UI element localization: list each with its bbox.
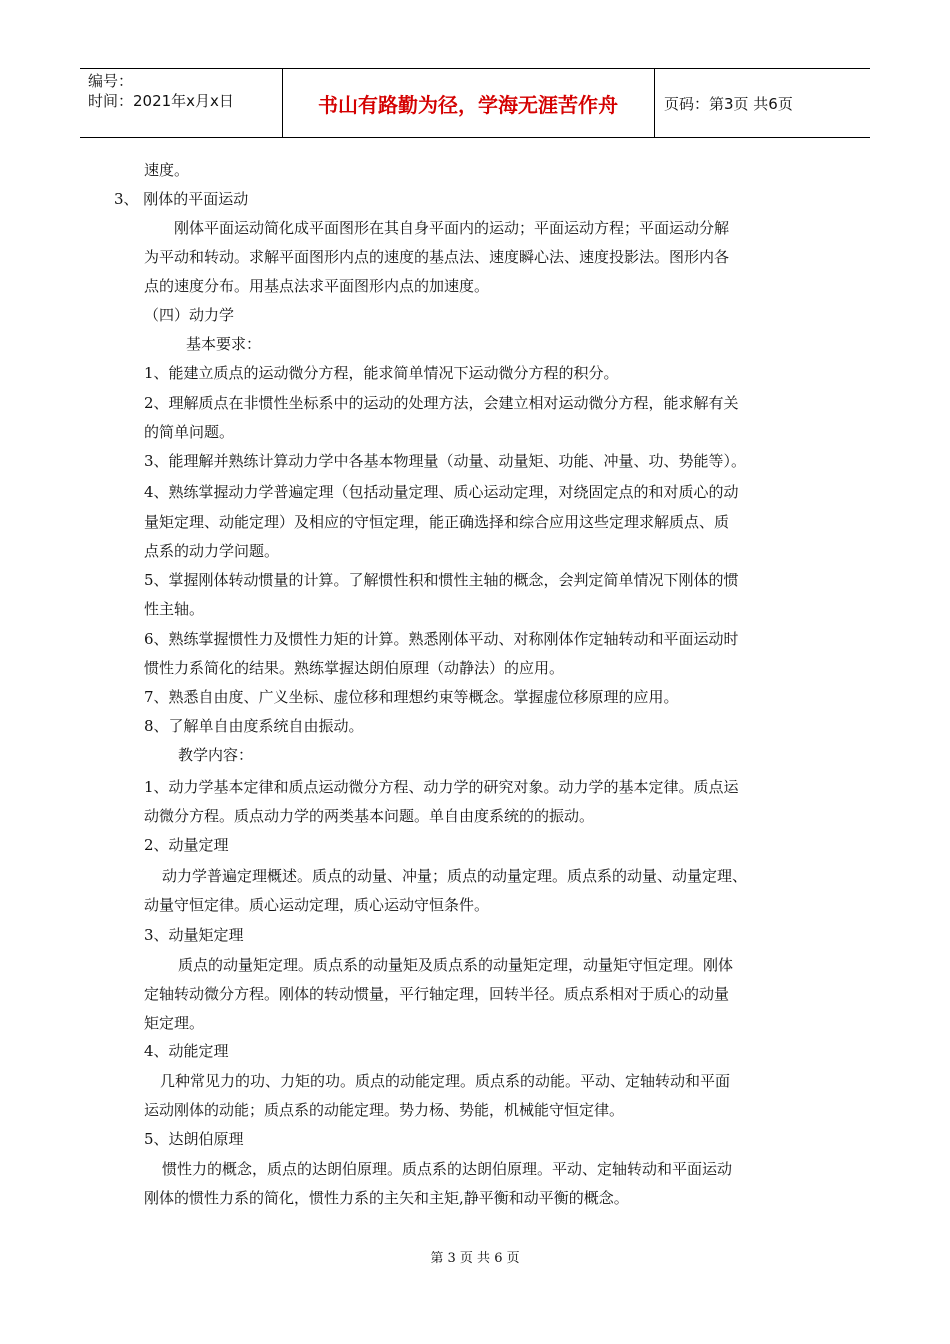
section-heading: 2、动量定理 bbox=[144, 836, 229, 854]
list-item: 1、动力学基本定律和质点运动微分方程、动力学的研究对象。动力学的基本定律。质点运 bbox=[144, 778, 739, 796]
page-header bbox=[80, 68, 870, 138]
list-item: 7、熟悉自由度、广义坐标、虚位移和理想约束等概念。掌握虚位移原理的应用。 bbox=[144, 688, 679, 706]
body-line: 性主轴。 bbox=[144, 600, 205, 618]
body-line: 矩定理。 bbox=[144, 1014, 205, 1032]
list-item: 4、熟练掌握动力学普遍定理（包括动量定理、质心运动定理，对绕固定点的和对质心的动 bbox=[144, 483, 739, 501]
section-heading: 3、 刚体的平面运动 bbox=[114, 190, 249, 208]
section-heading: （四）动力学 bbox=[144, 306, 235, 324]
body-line: 点的速度分布。用基点法求平面图形内点的加速度。 bbox=[144, 277, 490, 295]
body-line: 几种常见力的功、力矩的功。质点的动能定理。质点系的动能。平动、定轴转动和平面 bbox=[160, 1072, 731, 1090]
body-line: 惯性力系简化的结果。熟练掌握达朗伯原理（动静法）的应用。 bbox=[144, 659, 565, 677]
list-item: 1、能建立质点的运动微分方程，能求简单情况下运动微分方程的积分。 bbox=[144, 364, 619, 382]
list-item: 5、掌握刚体转动惯量的计算。了解惯性积和惯性主轴的概念，会判定简单情况下刚体的惯 bbox=[144, 571, 739, 589]
body-line: 惯性力的概念，质点的达朗伯原理。质点系的达朗伯原理。平动、定轴转动和平面运动 bbox=[162, 1160, 733, 1178]
list-item: 8、了解单自由度系统自由振动。 bbox=[144, 717, 364, 735]
body-line: 质点的动量矩定理。质点系的动量矩及质点系的动量矩定理，动量矩守恒定理。刚体 bbox=[178, 956, 734, 974]
list-item: 3、能理解并熟练计算动力学中各基本物理量（动量、动量矩、功能、冲量、功、势能等）。 bbox=[144, 452, 747, 470]
body-line: 刚体平面运动简化成平面图形在其自身平面内的运动；平面运动方程；平面运动分解 bbox=[174, 219, 730, 237]
section-heading: 4、动能定理 bbox=[144, 1042, 229, 1060]
subheading: 基本要求： bbox=[186, 335, 262, 353]
body-line: 的简单问题。 bbox=[144, 423, 235, 441]
subheading: 教学内容： bbox=[178, 746, 254, 764]
body-line: 运动刚体的动能；质点系的动能定理。势力杨、势能，机械能守恒定律。 bbox=[144, 1101, 625, 1119]
document-number-label: 编号： bbox=[88, 72, 134, 90]
list-item: 6、熟练掌握惯性力及惯性力矩的计算。熟悉刚体平动、对称刚体作定轴转动和平面运动时 bbox=[144, 630, 739, 648]
body-line: 为平动和转动。求解平面图形内点的速度的基点法、速度瞬心法、速度投影法。图形内各 bbox=[144, 248, 730, 266]
body-line: 动微分方程。质点动力学的两类基本问题。单自由度系统的的振动。 bbox=[144, 807, 595, 825]
body-line: 速度。 bbox=[144, 161, 190, 179]
body-line: 量矩定理、动能定理）及相应的守恒定理，能正确选择和综合应用这些定理求解质点、质 bbox=[144, 513, 730, 531]
header-page-label: 页码：第3页 共6页 bbox=[664, 94, 793, 113]
section-heading: 3、动量矩定理 bbox=[144, 926, 244, 944]
header-motto: 书山有路勤为径，学海无涯苦作舟 bbox=[318, 92, 618, 117]
body-line: 动量守恒定律。质心运动定理，质心运动守恒条件。 bbox=[144, 896, 490, 914]
page-footer: 第 3 页 共 6 页 bbox=[430, 1251, 520, 1266]
document-time-label: 时间：2021年x月x日 bbox=[88, 92, 234, 110]
body-line: 点系的动力学问题。 bbox=[144, 542, 280, 560]
header-left bbox=[88, 69, 234, 139]
section-heading: 5、达朗伯原理 bbox=[144, 1130, 244, 1148]
body-line: 定轴转动微分方程。刚体的转动惯量，平行轴定理，回转半径。质点系相对于质心的动量 bbox=[144, 985, 730, 1003]
body-line: 动力学普遍定理概述。质点的动量、冲量；质点的动量定理。质点系的动量、动量定理、 bbox=[162, 867, 748, 885]
body-line: 刚体的惯性力系的简化，惯性力系的主矢和主矩,静平衡和动平衡的概念。 bbox=[144, 1189, 629, 1207]
list-item: 2、理解质点在非惯性坐标系中的运动的处理方法，会建立相对运动微分方程，能求解有关 bbox=[144, 394, 739, 412]
header-divider bbox=[654, 69, 655, 137]
